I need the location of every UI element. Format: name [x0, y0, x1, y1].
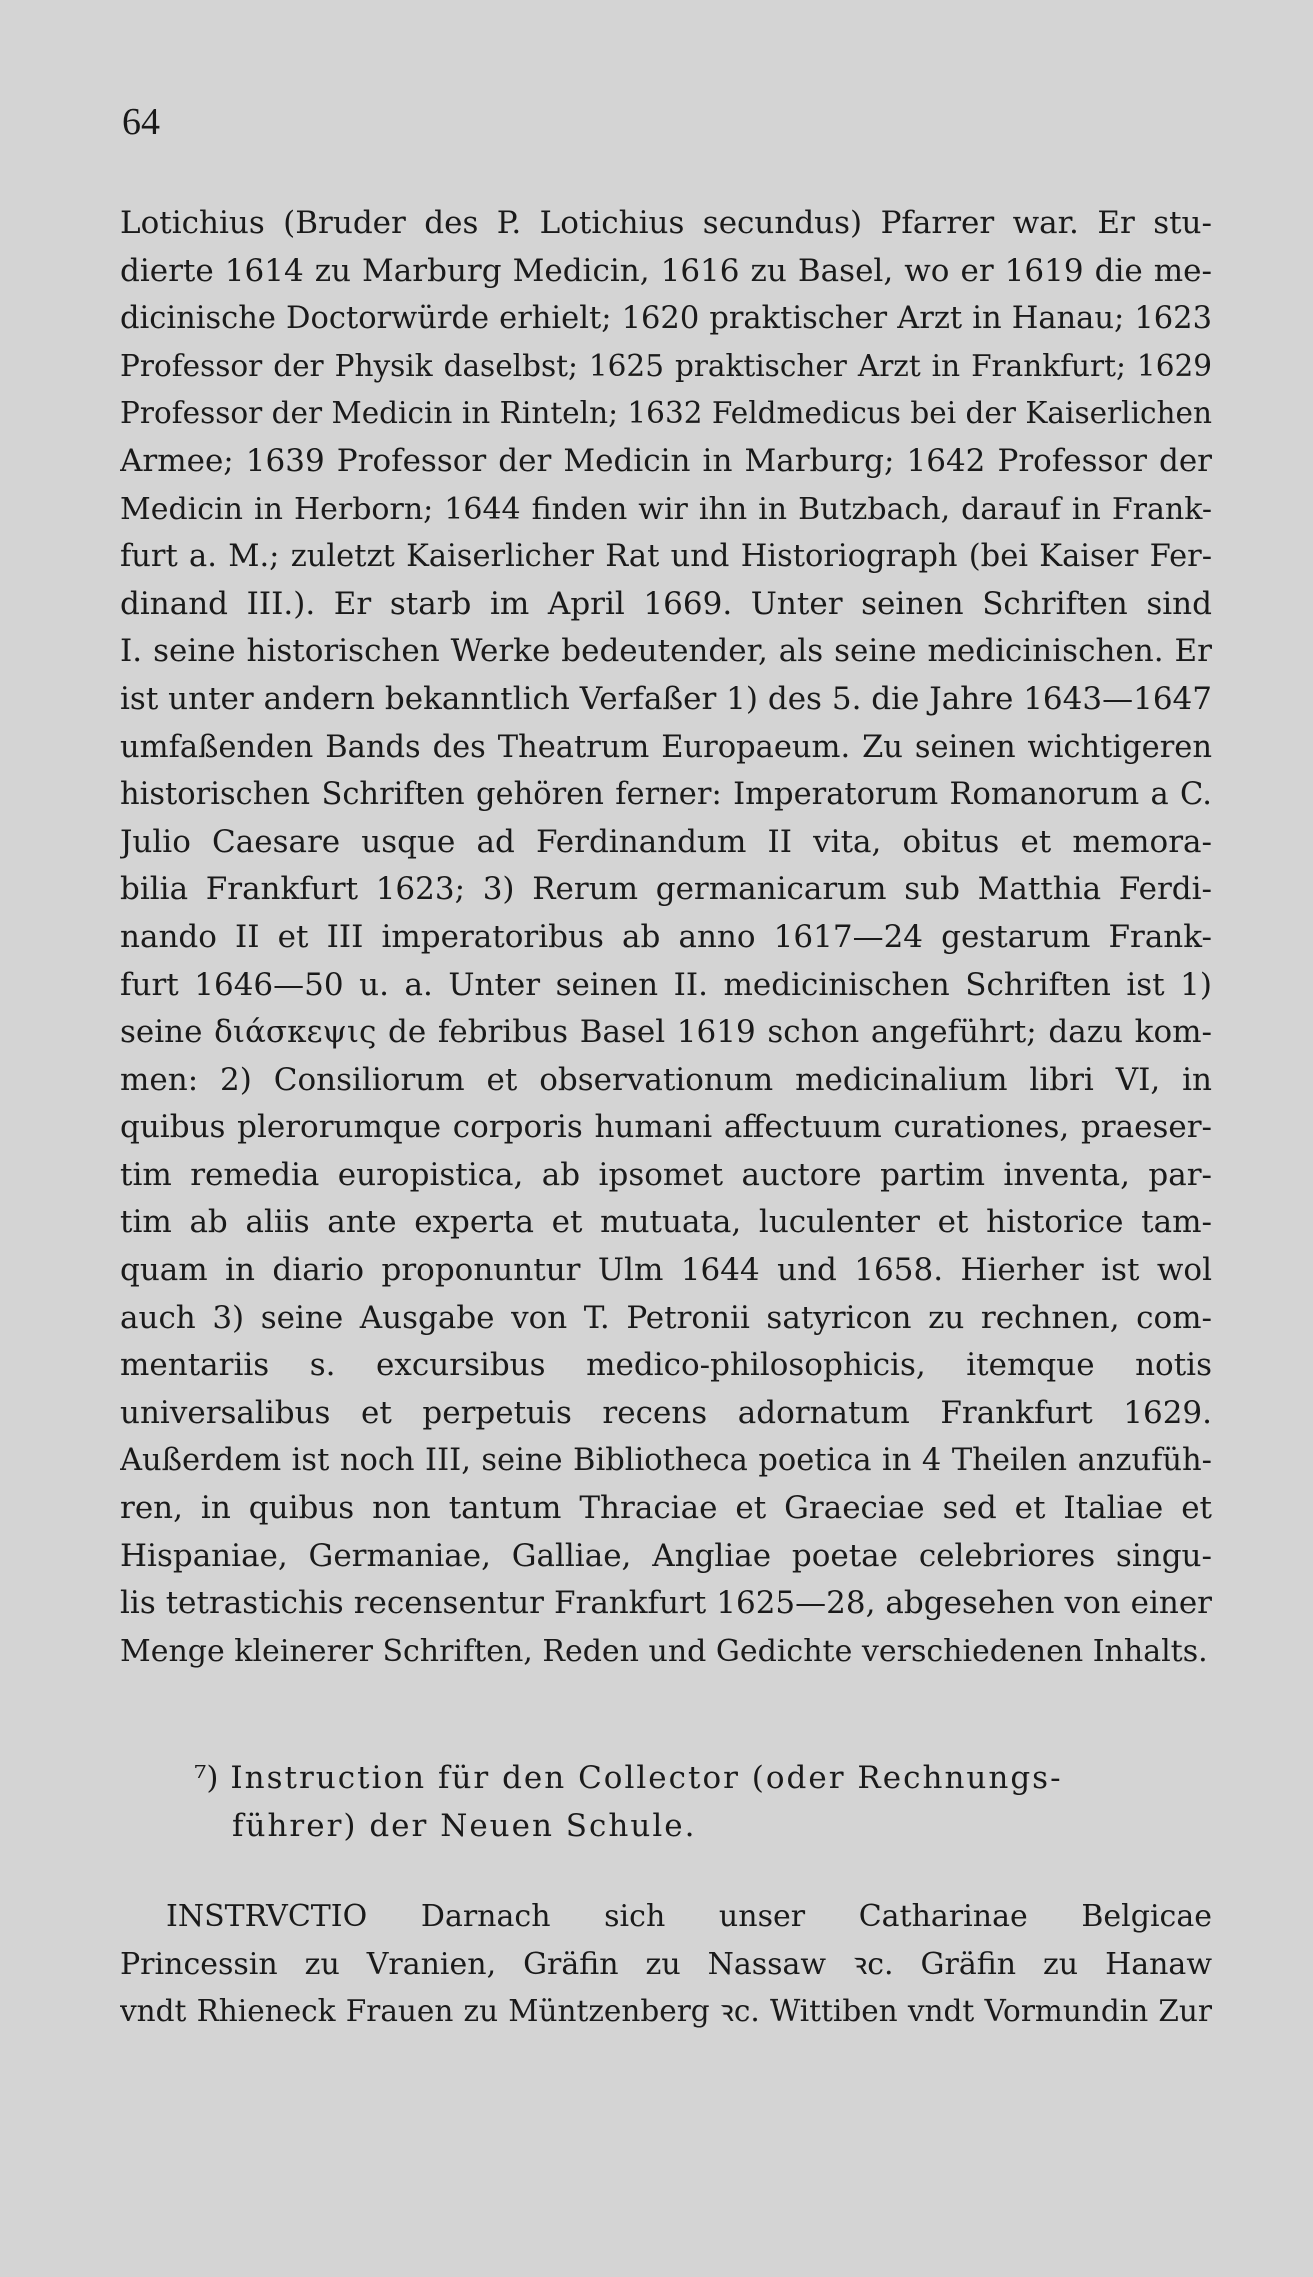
text-line: auch 3) seine Ausgabe von T. Petronii satyricon zu rechnen, com-	[120, 1299, 1212, 1336]
text-line: nando II et III imperatoribus ab anno 1617—24 gestarum Frank-	[120, 918, 1212, 955]
text-line: quibus plerorumque corporis humani affectuum curationes, praeser-	[120, 1109, 1212, 1146]
text-line: ren, in quibus non tantum Thraciae et Graeciae sed et Italiae et	[120, 1490, 1212, 1527]
text-line: Princessin zu Vranien, Gräfin zu Nassaw ꝛc. Gräfin zu Hanaw	[120, 1946, 1212, 1982]
footnote-marker: ⁷)	[194, 1760, 219, 1796]
text-line: seine διάσκεψις de febribus Basel 1619 schon angeführt; dazu kom-	[120, 1014, 1212, 1051]
text-line: ist unter andern bekanntlich Verfaßer 1) des 5. die Jahre 1643—1647	[120, 680, 1212, 717]
text-line: Hispaniae, Germaniae, Galliae, Angliae poetae celebriores singu-	[120, 1537, 1212, 1574]
text-line: quam in diario proponuntur Ulm 1644 und 1658. Hierher ist wol	[120, 1252, 1212, 1289]
text-line: lis tetrastichis recensentur Frankfurt 1625—28, abgesehen von einer	[120, 1585, 1212, 1622]
text-line: Armee; 1639 Professor der Medicin in Marburg; 1642 Professor der	[120, 442, 1212, 479]
text-line: universalibus et perpetuis recens adornatum Frankfurt 1629.	[120, 1394, 1212, 1431]
footnote	[120, 1755, 1212, 1850]
text-line: Professor der Physik daselbst; 1625 praktischer Arzt in Frankfurt; 1629	[120, 348, 1212, 383]
text-line: Lotichius (Bruder des P. Lotichius secundus) Pfarrer war. Er stu-	[120, 205, 1212, 241]
text-line: INSTRVCTIO Darnach sich unser Catharinae Belgicae	[166, 1899, 1212, 1934]
text-line: Außerdem ist noch III, seine Bibliotheca poetica in 4 Theilen anzufüh-	[120, 1443, 1212, 1479]
text-line: vndt Rhieneck Frauen zu Müntzenberg ꝛc. Wittiben vndt Vormundin Zur	[120, 1994, 1212, 2029]
text-line: Julio Caesare usque ad Ferdinandum II vita, obitus et memora-	[120, 823, 1212, 860]
footnote-line	[120, 1755, 1212, 1803]
text-line: dicinische Doctorwürde erhielt; 1620 praktischer Arzt in Hanau; 1623	[120, 301, 1212, 337]
text-line: Medicin in Herborn; 1644 finden wir ihn in Butzbach, darauf in Frank-	[120, 491, 1212, 527]
text-line: umfaßenden Bands des Theatrum Europaeum. Zu seinen wichtigeren	[120, 729, 1212, 765]
text-line: furt 1646—50 u. a. Unter seinen II. medicinischen Schriften ist 1)	[120, 966, 1212, 1003]
text-line: historischen Schriften gehören ferner: Imperatorum Romanorum a C.	[120, 777, 1212, 813]
text-line: dierte 1614 zu Marburg Medicin, 1616 zu Basel, wo er 1619 die me-	[120, 252, 1212, 289]
text-line: furt a. M.; zuletzt Kaiserlicher Rat und Historiograph (bei Kaiser Fer-	[120, 539, 1212, 575]
text-line: Menge kleinerer Schriften, Reden und Gedichte verschiedenen Inhalts.	[120, 1633, 1208, 1669]
text-line: tim remedia europistica, ab ipsomet auctore partim inventa, par-	[120, 1156, 1212, 1193]
page-number: 64	[122, 101, 160, 143]
instructio-paragraph	[120, 1893, 1212, 2036]
text-line: dinand III.). Er starb im April 1669. Unter seinen Schriften sind	[120, 585, 1212, 622]
footnote-text: Instruction für den Collector (oder Rechnungs-	[230, 1760, 1063, 1796]
text-line: men: 2) Consiliorum et observationum medicinalium libri VI, in	[120, 1061, 1212, 1098]
main-paragraph	[120, 200, 1212, 1675]
text-line: mentariis s. excursibus medico-philosophicis, itemque notis	[120, 1347, 1212, 1384]
text-line: bilia Frankfurt 1623; 3) Rerum germanicarum sub Matthia Ferdi-	[120, 871, 1212, 908]
text-line: tim ab aliis ante experta et mutuata, luculenter et historice tam-	[120, 1204, 1212, 1241]
footnote-line: führer) der Neuen Schule.	[232, 1807, 697, 1844]
text-line: I. seine historischen Werke bedeutender, als seine medicinischen. Er	[120, 633, 1212, 670]
text-line: Professor der Medicin in Rinteln; 1632 Feldmedicus bei der Kaiserlichen	[120, 396, 1212, 431]
